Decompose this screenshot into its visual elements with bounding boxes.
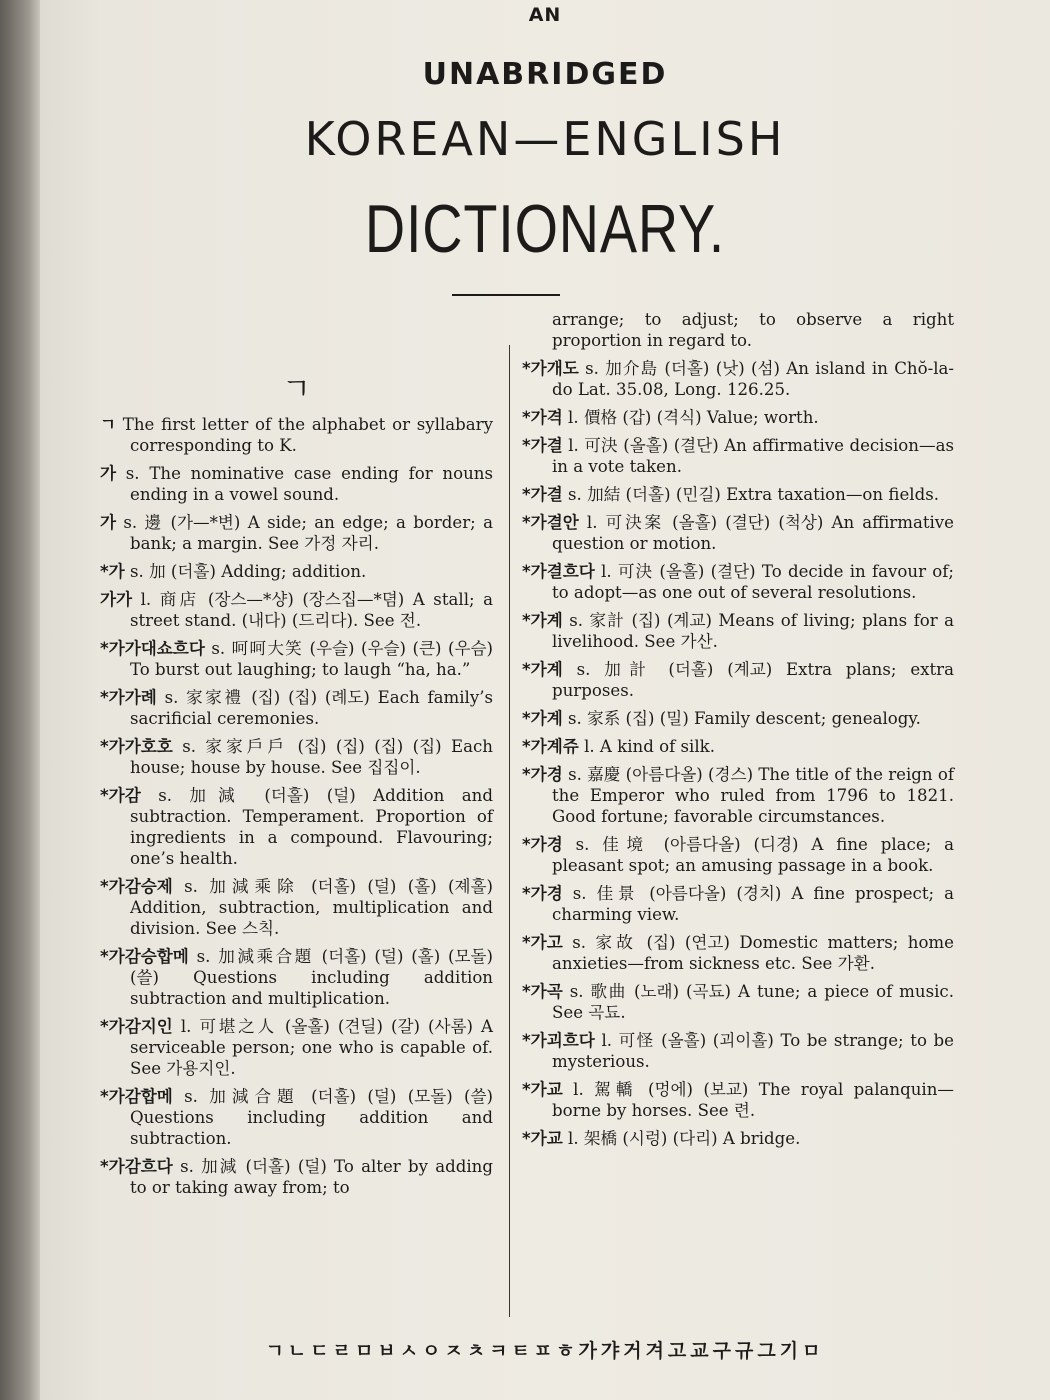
entry-definition: s. 加 (더홀) Adding; addition.: [130, 562, 367, 581]
dictionary-entry: [522, 610, 954, 652]
dictionary-entry: [522, 834, 954, 876]
entry-headword: *가계쥬: [522, 737, 579, 756]
dictionary-entry: [100, 512, 493, 554]
title-line-dictionary: DICTIONARY.: [364, 191, 726, 267]
dictionary-entry: [100, 785, 493, 869]
dictionary-entry: [522, 435, 954, 477]
entry-headword: *가경: [522, 835, 563, 854]
dictionary-entry: [100, 687, 493, 729]
entry-definition: l. 可堪之人 (올홀) (견딜) (갈) (사롬) A serviceable person; one who is capable of. See 가용지인.: [130, 1017, 493, 1078]
entry-definition: s. 呵呵大笑 (우슬) (우슬) (큰) (우슴) To burst out laughing; to laugh “ha, ha.”: [130, 639, 493, 679]
dictionary-page: [40, 0, 1050, 1400]
column-divider: [509, 345, 510, 1317]
entry-headword: *가결흐다: [522, 562, 595, 581]
entry-headword: *가개도: [522, 359, 579, 378]
entry-continuation: arrange; to adjust; to observe a right proportion in regard to.: [552, 310, 954, 350]
entry-definition: s. 加減 (더홀) (덜) Addition and subtraction. Temperament. Proportion of ingredients in a compound. Flavouring; one’s health.: [130, 786, 493, 868]
entry-headword: 가가: [100, 590, 133, 609]
dictionary-entry: [100, 1016, 493, 1079]
footer-alphabet-strip: ㄱㄴㄷㄹㅁㅂㅅㅇㅈㅊㅋㅌㅍㅎ가갸거겨고교구규그기ㅁ: [265, 1340, 825, 1362]
dictionary-entry: [100, 414, 493, 456]
section-letter: ㄱ: [282, 372, 311, 407]
dictionary-entry: [522, 407, 954, 428]
entry-definition: l. 商店 (장스—*샹) (장스집—*뎜) A stall; a street stand. (내다) (드리다). See 전.: [130, 590, 493, 630]
entry-definition: l. 價格 (갑) (격식) Value; worth.: [568, 408, 819, 427]
entry-headword: *가고: [522, 933, 563, 952]
entry-headword: *가격: [522, 408, 563, 427]
entry-headword: ㄱ: [100, 415, 117, 434]
entry-definition: l. 可決案 (올홀) (결단) (척상) An affirmative question or motion.: [552, 513, 955, 553]
dictionary-entry: [100, 638, 493, 680]
dictionary-entry: [100, 946, 493, 1009]
entry-headword: *가계: [522, 660, 563, 679]
title-line-korean-english: KOREAN—ENGLISH: [304, 112, 786, 166]
entry-definition: l. 可決 (올홀) (결단) An affirmative decision—as in a vote taken.: [552, 436, 954, 476]
entry-definition: s. 嘉慶 (아름다올) (경스) The title of the reign of the Emperor who ruled from 1796 to 1821. Good fortune; favorable circumstances.: [552, 765, 954, 826]
dictionary-entry: [100, 1086, 493, 1149]
entry-definition: l. 駕轎 (멍에) (보교) The royal palanquin—borne by horses. See 련.: [552, 1080, 954, 1120]
entry-definition: s. 家故 (집) (연고) Domestic matters; home anxieties—from sickness etc. See 가환.: [552, 933, 954, 973]
entry-headword: 가: [100, 464, 117, 483]
entry-definition: s. 加計 (더홀) (계교) Extra plans; extra purposes.: [552, 660, 954, 700]
title-line-unabridged: UNABRIDGED: [422, 57, 668, 92]
dictionary-entry: [522, 1079, 954, 1121]
dictionary-entry: [100, 1156, 493, 1198]
entry-headword: *가계: [522, 611, 563, 630]
entry-definition: l. A kind of silk.: [584, 737, 715, 756]
entry-headword: *가감흐다: [100, 1157, 173, 1176]
dictionary-entry: [522, 708, 954, 729]
entry-definition: s. 加介島 (더홀) (낫) (섬) An island in Chŏ-la-do Lat. 35.08, Long. 126.25.: [552, 359, 954, 399]
dictionary-entry: [522, 1030, 954, 1072]
entry-definition: s. 佳境 (아름다올) (디경) A fine place; a pleasant spot; an amusing passage in a book.: [552, 835, 955, 875]
entry-headword: *가결: [522, 436, 563, 455]
entry-headword: *가교: [522, 1129, 563, 1148]
entry-definition: s. 家家禮 (집) (집) (례도) Each family’s sacrificial ceremonies.: [130, 688, 493, 728]
dictionary-entry: [100, 736, 493, 778]
entry-headword: *가: [100, 562, 125, 581]
entry-headword: *가감합메: [100, 1087, 173, 1106]
dictionary-entry: [522, 736, 954, 757]
dictionary-entry: [522, 981, 954, 1023]
entry-definition: s. 歌曲 (노래) (곡됴) A tune; a piece of music. See 곡됴.: [552, 982, 954, 1022]
entry-definition: s. 邊 (가—*변) A side; an edge; a border; a bank; a margin. See 가정 자리.: [123, 513, 493, 553]
entry-headword: *가감지인: [100, 1017, 173, 1036]
entry-headword: *가괴흐다: [522, 1031, 595, 1050]
dictionary-entry: [522, 512, 954, 554]
right-column: [522, 309, 954, 1156]
entry-headword: *가결: [522, 485, 563, 504]
entry-definition: s. 加結 (더홀) (민길) Extra taxation—on fields.: [568, 485, 939, 504]
title-divider-rule: [452, 294, 560, 296]
entry-definition: s. 家家戶戶 (집) (집) (집) (집) Each house; house by house. See 집집이.: [130, 737, 493, 777]
dictionary-entry: [100, 463, 493, 505]
entry-definition: l. 可決 (올홀) (결단) To decide in favour of; to adopt—as one out of several resolutions.: [552, 562, 954, 602]
dictionary-entry: [522, 883, 954, 925]
entry-headword: *가감승제: [100, 877, 173, 896]
entry-headword: *가교: [522, 1080, 563, 1099]
entry-headword: *가가례: [100, 688, 157, 707]
entry-definition: l. 架橋 (시렁) (다리) A bridge.: [568, 1129, 801, 1148]
entry-definition: s. 家系 (집) (밀) Family descent; genealogy.: [568, 709, 921, 728]
entry-headword: *가감: [100, 786, 141, 805]
entry-headword: *가가대쇼흐다: [100, 639, 205, 658]
entry-definition: l. 可怪 (올홀) (괴이홀) To be strange; to be mysterious.: [552, 1031, 954, 1071]
dictionary-entry: [522, 764, 954, 827]
entry-headword: *가경: [522, 765, 563, 784]
dictionary-entry: [522, 659, 954, 701]
entry-definition: s. 加減合題 (더홀) (덜) (모돌) (쓸) Questions including addition and subtraction.: [130, 1087, 493, 1148]
entry-headword: *가결안: [522, 513, 579, 532]
entry-definition: s. 加減乘除 (더홀) (덜) (홀) (졔홀) Addition, subtraction, multiplication and division. See 스칙.: [130, 877, 493, 938]
entry-headword: *가곡: [522, 982, 563, 1001]
dictionary-entry: [522, 484, 954, 505]
dictionary-entry: [100, 876, 493, 939]
entry-definition: s. 家計 (집) (계교) Means of living; plans for a livelihood. See 가산.: [552, 611, 954, 651]
entry-definition: The first letter of the alphabet or syllabary corresponding to K.: [122, 415, 493, 455]
entry-definition: s. 加減 (더홀) (덜) To alter by adding to or taking away from; to: [130, 1157, 493, 1197]
entry-headword: *가감승합메: [100, 947, 189, 966]
title-line-an: AN: [528, 4, 562, 26]
entry-headword: *가경: [522, 884, 563, 903]
dictionary-entry: [100, 561, 493, 582]
dictionary-entry: [100, 589, 493, 631]
entry-headword: *가가호호: [100, 737, 173, 756]
book-spine-shadow: [0, 0, 40, 1400]
right-entry-list: [522, 358, 954, 1149]
left-column: [100, 370, 493, 1205]
entry-definition: s. 加減乘合題 (더홀) (덜) (홀) (모돌) (쓸) Questions including addition subtraction and multiplication.: [130, 947, 493, 1008]
entry-definition: s. The nominative case ending for nouns ending in a vowel sound.: [125, 464, 493, 504]
entry-headword: 가: [100, 513, 117, 532]
dictionary-entry: [522, 561, 954, 603]
entry-headword: *가계: [522, 709, 563, 728]
left-entry-list: [100, 414, 493, 1198]
dictionary-entry: [522, 932, 954, 974]
dictionary-entry: [522, 358, 954, 400]
entry-definition: s. 佳景 (아름다올) (경치) A fine prospect; a charming view.: [552, 884, 954, 924]
dictionary-entry: [522, 1128, 954, 1149]
